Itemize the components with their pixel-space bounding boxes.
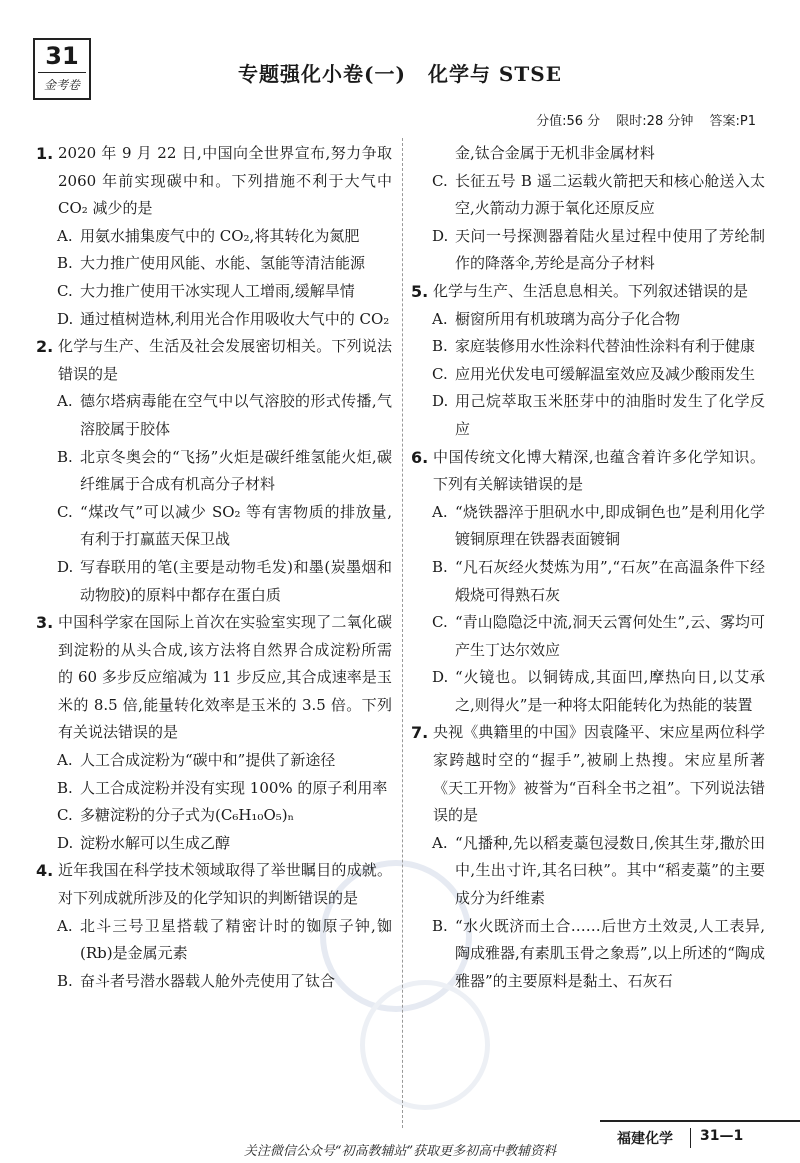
- answer-option: [411, 913, 765, 996]
- answer-option: [411, 499, 765, 554]
- question-text: 中国科学家在国际上首次在实验室实现了二氧化碳到淀粉的从头合成,该方法将自然界合成淀粉所需的 60 多步反应缩减为 11 步反应,其合成速率是玉米的 8.5 倍,能量转化效率是玉米的 3.5 倍。下列有关说法错误的是: [58, 613, 392, 742]
- subject-label: 福建化学: [600, 1128, 691, 1148]
- answer-option: [36, 775, 392, 803]
- option-text: “烧铁器淬于胆矾水中,即成铜色也”是利用化学镀铜原理在铁器表面镀铜: [455, 502, 765, 549]
- question-text: 央视《典籍里的中国》因袁隆平、宋应星两位科学家跨越时空的“握手”,被刷上热搜。宋应星所著《天工开物》被誉为“百科全书之祖”。下列说法错误的是: [433, 723, 765, 825]
- question-stem: [36, 140, 392, 223]
- badge-label: 金考卷: [43, 78, 80, 92]
- option-text: 北京冬奥会的“飞扬”火炬是碳纤维氢能火炬,碳纤维属于合成有机高分子材料: [80, 447, 392, 494]
- paper-meta: [524, 110, 756, 129]
- option-text: 多糖淀粉的分子式为(C₆H₁₀O₅)ₙ: [80, 806, 295, 825]
- option-text: 通过植树造林,利用光合作用吸收大气中的 CO₂: [80, 309, 390, 328]
- question-number: 1.: [36, 144, 54, 163]
- answer-option: [36, 830, 392, 858]
- time-info: 限时:28 分钟: [616, 114, 694, 129]
- question-stem: [36, 333, 392, 388]
- answer-option: [411, 609, 765, 664]
- question-text: 2020 年 9 月 22 日,中国向全世界宣布,努力争取 2060 年前实现碳中和。下列措施不利于大气中 CO₂ 减少的是: [58, 144, 392, 218]
- option-text: 人工合成淀粉并没有实现 100% 的原子利用率: [80, 778, 388, 797]
- option-letter: B.: [432, 557, 448, 576]
- option-text: “凡石灰经火焚炼为用”,“石灰”在高温条件下经煅烧可得熟石灰: [455, 557, 765, 604]
- answer-option: [411, 830, 765, 913]
- option-text: 淀粉水解可以生成乙醇: [80, 833, 231, 852]
- answer-option: [411, 333, 765, 361]
- question-stem: [411, 719, 765, 829]
- question-stem: [411, 278, 765, 306]
- option-letter: A.: [57, 226, 73, 245]
- option-text: 德尔塔病毒能在空气中以气溶胶的形式传播,气溶胶属于胶体: [80, 392, 392, 438]
- question-text: 中国传统文化博大精深,也蕴含着许多化学知识。下列有关解读错误的是: [433, 447, 765, 494]
- answer-option: [36, 250, 392, 278]
- option-letter: A.: [57, 916, 73, 935]
- question-number: 4.: [36, 861, 54, 881]
- option-letter: A.: [57, 392, 73, 411]
- option-text: “火镜也。以铜铸成,其面凹,摩热向日,以艾承之,则得火”是一种将太阳能转化为热能的装置: [455, 668, 765, 714]
- option-letter: B.: [57, 971, 73, 990]
- answer-option: [36, 554, 392, 609]
- option-letter: D.: [57, 833, 74, 852]
- answer-option: [36, 499, 392, 554]
- column-divider: [402, 138, 403, 1128]
- option-letter: C.: [57, 502, 73, 521]
- left-column: [36, 140, 392, 995]
- option-text: 人工合成淀粉为“碳中和”提供了新途径: [80, 751, 336, 770]
- question-number: 2.: [36, 337, 54, 357]
- title-topic: 化学与 STSE: [427, 62, 562, 86]
- answer-option: [411, 306, 765, 334]
- answer-option: [36, 913, 392, 968]
- option-letter: D.: [432, 226, 449, 245]
- option-letter: B.: [432, 337, 448, 356]
- option-text: 用己烷萃取玉米胚芽中的油脂时发生了化学反应: [455, 392, 765, 438]
- question-stem: [36, 857, 392, 912]
- option-letter: B.: [57, 778, 73, 797]
- option-text: 大力推广使用风能、水能、氢能等清洁能源: [80, 254, 366, 273]
- option-letter: C.: [57, 806, 73, 825]
- right-column: [411, 140, 765, 995]
- answer-option: [411, 168, 765, 223]
- option-letter: C.: [57, 281, 73, 300]
- continued-text: 金,钛合金属于无机非金属材料: [455, 144, 655, 162]
- answer-option: [36, 306, 392, 334]
- question-number: 5.: [411, 281, 429, 301]
- option-text: “水火既济而土合……后世方土效灵,人工表异,陶成雅器,有素肌玉骨之象焉”,以上所述的“陶成雅器”的主要原料是黏土、石灰石: [455, 916, 765, 990]
- option-text: 写春联用的笔(主要是动物毛发)和墨(炭墨烟和动物胶)的原料中都存在蛋白质: [80, 557, 392, 604]
- answer-option: [36, 278, 392, 306]
- answer-option: [411, 388, 765, 443]
- page-number: 31—1: [700, 1128, 744, 1144]
- option-letter: C.: [432, 364, 448, 383]
- page-title: [0, 58, 800, 87]
- question-text: 近年我国在科学技术领域取得了举世瞩目的成就。对下列成就所涉及的化学知识的判断错误的是: [58, 861, 392, 908]
- option-text: “凡播种,先以稻麦藁包浸数日,俟其生芽,撒於田中,生出寸许,其名曰秧”。其中“稻麦藁”的主要成分为纤维素: [455, 833, 765, 908]
- option-text: “煤改气”可以减少 SO₂ 等有害物质的排放量,有利于打赢蓝天保卫战: [80, 502, 392, 549]
- answer-info: 答案:P1: [709, 114, 756, 129]
- option-text: 大力推广使用干冰实现人工增雨,缓解旱情: [80, 281, 355, 300]
- option-text: 天问一号探测器着陆火星过程中使用了芳纶制作的降落伞,芳纶是高分子材料: [455, 226, 765, 273]
- answer-option: [411, 664, 765, 719]
- footer-note: 关注微信公众号“初高教辅站”获取更多初高中教辅资料: [243, 1144, 557, 1159]
- option-letter: A.: [432, 502, 448, 521]
- option-text: 用氨水捕集废气中的 CO₂,将其转化为氮肥: [80, 226, 360, 245]
- option-text: 家庭装修用水性涂料代替油性涂料有利于健康: [455, 337, 756, 356]
- option-text: 橱窗所用有机玻璃为高分子化合物: [455, 309, 681, 328]
- question-number: 6.: [411, 447, 429, 467]
- option-letter: A.: [432, 833, 448, 852]
- option-letter: B.: [57, 254, 73, 273]
- question-stem: [36, 609, 392, 747]
- answer-option: [411, 554, 765, 609]
- answer-option: [36, 968, 392, 996]
- option-text: 应用光伏发电可缓解温室效应及减少酸雨发生: [455, 364, 756, 383]
- question-number: 3.: [36, 613, 54, 633]
- question-text: 化学与生产、生活息息相关。下列叙述错误的是: [433, 281, 749, 300]
- answer-option: [411, 223, 765, 278]
- title-main: 专题强化小卷(一): [238, 62, 406, 86]
- question-text: 化学与生产、生活及社会发展密切相关。下列说法错误的是: [58, 337, 392, 383]
- option-letter: D.: [57, 309, 74, 328]
- answer-option: [36, 747, 392, 775]
- answer-option: [36, 802, 392, 830]
- score-info: 分值:56 分: [536, 114, 601, 129]
- option-letter: D.: [432, 668, 449, 687]
- option-text: 北斗三号卫星搭载了精密计时的铷原子钟,铷(Rb)是金属元素: [80, 916, 392, 963]
- option-text: 长征五号 B 遥二运载火箭把天和核心舱送入太空,火箭动力源于氧化还原反应: [455, 171, 765, 218]
- answer-option: [36, 388, 392, 443]
- option-letter: C.: [432, 171, 448, 190]
- option-letter: D.: [57, 557, 74, 576]
- question-number: 7.: [411, 723, 429, 743]
- answer-option: [36, 223, 392, 251]
- option-letter: C.: [432, 613, 448, 632]
- option-letter: B.: [432, 916, 448, 935]
- watermark-circle-2: [360, 980, 490, 1110]
- question-stem: [411, 444, 765, 499]
- option-letter: A.: [432, 309, 448, 328]
- answer-option: [411, 361, 765, 389]
- option-text: “青山隐隐泛中流,洞天云霄何处生”,云、雾均可产生丁达尔效应: [455, 613, 765, 659]
- option-letter: D.: [432, 392, 449, 411]
- badge-number: 31: [38, 40, 86, 73]
- option-letter: B.: [57, 447, 73, 466]
- answer-option: [36, 444, 392, 499]
- option-letter: A.: [57, 751, 73, 770]
- option-text: 奋斗者号潜水器载人舱外壳使用了钛合: [80, 971, 336, 990]
